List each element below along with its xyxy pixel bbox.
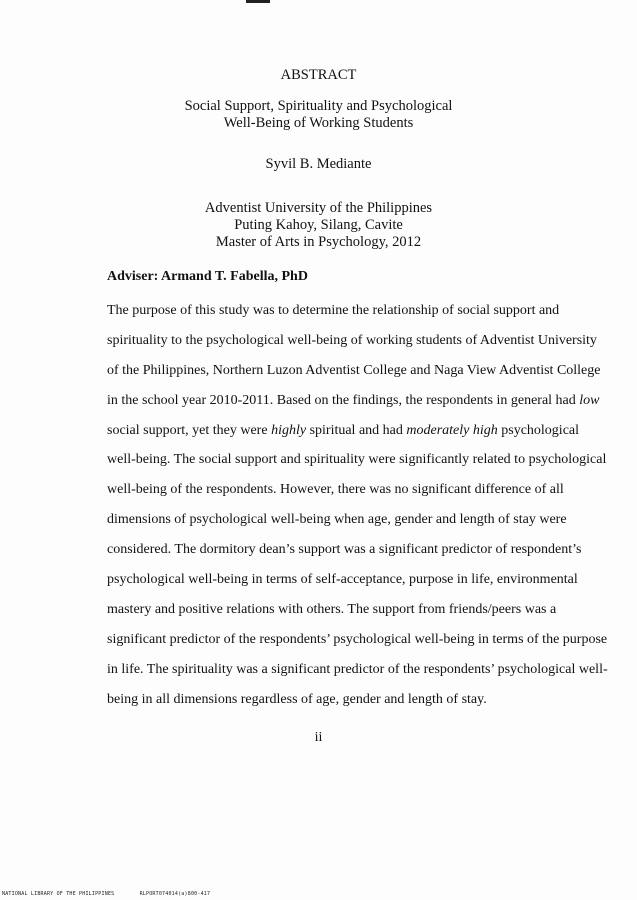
thesis-title <box>0 98 637 132</box>
body-line: significant predictor of the respondents’ psychological well-being in terms of the purpose <box>107 631 608 647</box>
institution-block <box>0 200 637 251</box>
institution-line: Master of Arts in Psychology, 2012 <box>215 234 422 250</box>
abstract-heading: ABSTRACT <box>280 67 357 83</box>
scan-footer <box>2 891 232 897</box>
thesis-title-line: Well-Being of Working Students <box>223 115 414 131</box>
institution-line: Adventist University of the Philippines <box>204 200 433 216</box>
institution-line: Puting Kahoy, Silang, Cavite <box>234 217 403 233</box>
scan-top-mark <box>246 0 270 3</box>
abstract-body <box>107 302 608 720</box>
body-line: psychological well-being in terms of self-acceptance, purpose in life, environmental <box>107 572 578 588</box>
body-line: considered. The dormitory dean’s support was a significant predictor of respondent’s <box>107 542 582 558</box>
body-line: spirituality to the psychological well-being of working students of Adventist University <box>107 332 597 348</box>
body-text-run: social support, yet they were <box>107 422 272 438</box>
body-text-run: spiritual and had <box>306 422 407 438</box>
body-line: mastery and positive relations with others. The support from friends/peers was a <box>107 601 557 617</box>
body-text-run: in the school year 2010-2011. Based on the findings, the respondents in general had <box>107 392 580 408</box>
body-line <box>107 422 580 452</box>
emphasis-low: low <box>579 392 600 408</box>
body-line <box>107 392 600 422</box>
page-number: ii <box>314 730 323 745</box>
emphasis-highly: highly <box>271 422 307 438</box>
body-line: of the Philippines, Northern Luzon Adventist College and Naga View Adventist College <box>107 362 601 378</box>
adviser-line: Adviser: Armand T. Fabella, PhD <box>107 269 308 284</box>
author-name: Syvil B. Mediante <box>265 156 372 172</box>
library-stamp: NATIONAL LIBRARY OF THE PHILIPPINES <box>2 891 115 897</box>
body-text-run: psychological <box>497 422 580 438</box>
body-line: well-being of the respondents. However, there was no significant difference of all <box>107 482 564 498</box>
body-line: being in all dimensions regardless of age, gender and length of stay. <box>107 691 487 707</box>
emphasis-moderately-high: moderately high <box>406 422 498 438</box>
body-line: well-being. The social support and spirituality were significantly related to psychological <box>107 452 607 468</box>
body-line: in life. The spirituality was a significant predictor of the respondents’ psychological well- <box>107 661 608 677</box>
thesis-title-line: Social Support, Spirituality and Psychological <box>184 98 453 114</box>
document-code: RLPORT074014(a)800-417 <box>139 891 211 897</box>
body-line: The purpose of this study was to determine the relationship of social support and <box>107 303 560 318</box>
body-line: dimensions of psychological well-being when age, gender and length of stay were <box>107 512 567 528</box>
